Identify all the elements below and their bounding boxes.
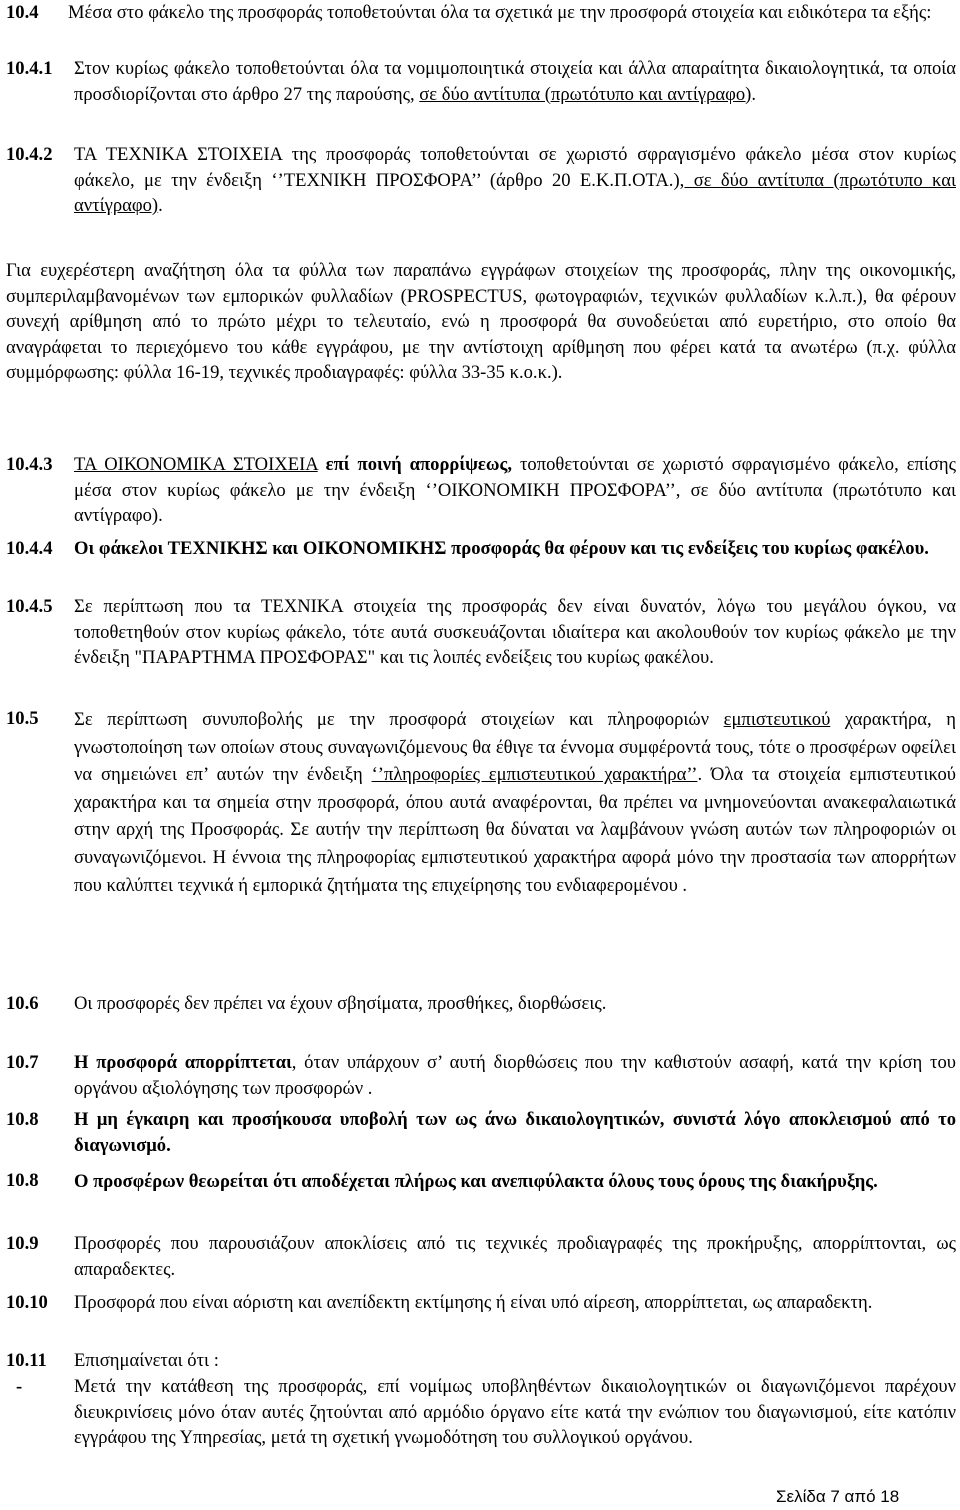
page-footer: Σελίδα 7 από 18 — [776, 1487, 900, 1506]
section-number: 10.11 — [6, 1350, 47, 1371]
section-text: Προσφορά που είναι αόριστη και ανεπίδεκτη εκτίμησης ή είναι υπό αίρεση, απορρίπτεται, ως απαραδεκτη. — [74, 1292, 873, 1313]
section-10-4-5 — [6, 594, 956, 700]
section-10-9 — [6, 1231, 956, 1285]
section-number: 10.10 — [6, 1292, 48, 1313]
section-text: Οι φάκελοι ΤΕΧΝΙΚΗΣ και ΟΙΚΟΝΟΜΙΚΗΣ προσφοράς θα φέρουν και τις ενδείξεις του κυρίως φακέλου. — [74, 538, 929, 559]
bullet-dash: - — [16, 1376, 23, 1397]
section-number: 10.4.5 — [6, 596, 53, 617]
bullet-text: Μετά την κατάθεση της προσφοράς, επί νομίμως υποβληθέντων δικαιολογητικών οι διαγωνιζόμενοι παρέχουν διευκρινίσεις μόνο όταν αυτές ζητούνται από αρμόδιο όργανο είτε κατά την ενώπιον του διαγωνισμού, είτε κατόπιν εγγράφου της Υπηρεσίας, μετά τη σχετική γνωμοδότηση του συλλογικού οργάνου. — [74, 1376, 956, 1449]
section-10-4-4 — [6, 536, 956, 590]
section-text: Επισημαίνεται ότι : — [74, 1350, 219, 1371]
section-10-4-2 — [6, 142, 956, 220]
section-10-8-b — [6, 1168, 956, 1224]
section-text: Στον κυρίως φάκελο τοποθετούνται όλα τα νομιμοποιητικά στοιχεία και άλλα απαραίτητα δικαιολογητικά, τα οποία προσδιορίζονται στο άρθρο 27 της παρούσης, σε δύο αντίτυπα (πρωτότυπο και αντίγραφο). — [74, 58, 956, 105]
section-text: Σε περίπτωση συνυποβολής με την προσφορά στοιχείων και πληροφοριών εμπιστευτικού χαρακτήρα, η γνωστοποίηση των οποίων στους συναγωνιζόμενους θα έθιγε τα έννομα συμφέροντά τους, τότε ο προσφέρων οφείλει να σημειώνει επ’ αυτών την ένδειξη ‘’πληροφορίες εμπιστευτικού χαρακτήρα’’. Όλα τα στοιχεία εμπιστευτικού χαρακτήρα και τα σημεία στην προσφορά, όπου αυτά αναφέρονται, θα πρέπει να μνημονεύονται ανακεφαλαιωτικά στην αρχή της Προσφοράς. Σε αυτήν την περίπτωση θα δύναται να λαμβάνουν γνώση αυτών των πληροφοριών οι συναγωνιζόμενοι. Η έννοια της πληροφορίας εμπιστευτικού χαρακτήρα αφορά μόνο την προστασία των απορρήτων που καλύπτει τεχνικά ή εμπορικά ζητήματα της επιχείρησης του ενδιαφερομένου . — [74, 709, 956, 896]
section-text: Η προσφορά απορρίπτεται, όταν υπάρχουν σ’ αυτή διορθώσεις που την καθιστούν ασαφή, κατά την κρίση του οργάνου αξιολόγησης των προσφορών . — [74, 1052, 956, 1099]
section-text: Προσφορές που παρουσιάζουν αποκλίσεις από τις τεχνικές προδιαγραφές της προκήρυξης, απορρίπτονται, ως απαραδεκτες. — [74, 1233, 956, 1280]
section-number: 10.8 — [6, 1170, 39, 1191]
indexing-paragraph: Για ευχερέστερη αναζήτηση όλα τα φύλλα των παραπάνω εγγράφων στοιχείων της προσφοράς, πλην της οικονομικής, συμπεριλαμβανομένων των εμπορικών φυλλαδίων (PROSPECTUS, φωτογραφιών, τεχνικών φυλλαδίων κ.λ.π.), θα φέρουν συνεχή αρίθμηση από το πρώτο μέχρι το τελευταίο, ενώ η προσφορά θα συνοδεύεται από ευρετήριο, στο οποίο θα αναγράφεται το περιεχόμενο του κάθε εγγράφου, με την αντίστοιχη αρίθμηση που φέρει κατά τα ανωτέρω (π.χ. φύλλα συμμόρφωσης: φύλλα 16-19, τεχνικές προδιαγραφές: φύλλα 33-35 κ.ο.κ.). — [6, 260, 956, 384]
section-number: 10.9 — [6, 1233, 39, 1254]
section-10-6 — [6, 991, 956, 1019]
section-number: 10.8 — [6, 1109, 39, 1130]
section-10-8-a — [6, 1107, 956, 1161]
section-number: 10.7 — [6, 1052, 39, 1073]
section-number: 10.4.3 — [6, 454, 53, 475]
section-text: Η μη έγκαιρη και προσήκουσα υποβολή των ως άνω δικαιολογητικών, συνιστά λόγο αποκλεισμού από το διαγωνισμό. — [74, 1109, 956, 1156]
section-10-4-1 — [6, 56, 956, 134]
section-number: 10.6 — [6, 993, 39, 1014]
bullet-item — [6, 1374, 956, 1480]
section-10-4 — [6, 0, 956, 52]
section-10-7 — [6, 1050, 956, 1104]
section-number: 10.4 — [6, 2, 39, 23]
section-text: ΤΑ ΟΙΚΟΝΟΜΙΚΑ ΣΤΟΙΧΕΙΑ επί ποινή απορρίψεως, τοποθετούνται σε χωριστό σφραγισμένο φάκελο, επίσης μέσα στον κυρίως φάκελο με την ένδειξη ‘’ΟΙΚΟΝΟΜΙΚΗ ΠΡΟΣΦΟΡΑ’’, σε δύο αντίτυπα (πρωτότυπο και αντίγραφο). — [74, 454, 956, 527]
section-number: 10.4.1 — [6, 58, 53, 79]
section-number: 10.5 — [6, 708, 39, 729]
section-text: Ο προσφέρων θεωρείται ότι αποδέχεται πλήρως και ανεπιφύλακτα όλους τους όρους της διακήρυξης. — [74, 1171, 878, 1192]
section-text: ΤΑ ΤΕΧΝΙΚΑ ΣΤΟΙΧΕΙΑ της προσφοράς τοποθετούνται σε χωριστό σφραγισμένο φάκελο μέσα στον κυρίως φάκελο, με την ένδειξη ‘’ΤΕΧΝΙΚΗ ΠΡΟΣΦΟΡΑ’’ (άρθρο 20 Ε.Κ.Π.ΟΤΑ.), σε δύο αντίτυπα (πρωτότυπο και αντίγραφο). — [74, 144, 956, 217]
section-10-11 — [6, 1348, 956, 1376]
section-10-10 — [6, 1290, 956, 1344]
section-10-5 — [6, 706, 956, 946]
section-number: 10.4.4 — [6, 538, 53, 559]
section-text: Σε περίπτωση που τα ΤΕΧΝΙΚΑ στοιχεία της προσφοράς δεν είναι δυνατόν, λόγω του μεγάλου όγκου, να τοποθετηθούν στον κυρίως φάκελο, τότε αυτά συσκευάζονται ιδιαίτερα και ακολουθούν τον κυρίως φάκελο με την ένδειξη "ΠΑΡΑΡΤΗΜΑ ΠΡΟΣΦΟΡΑΣ" και τις λοιπές ενδείξεις του κυρίως φακέλου. — [74, 596, 956, 669]
section-number: 10.4.2 — [6, 144, 53, 165]
section-10-4-3 — [6, 452, 956, 532]
section-text: Μέσα στο φάκελο της προσφοράς τοποθετούνται όλα τα σχετικά με την προσφορά στοιχεία και ειδικότερα τα εξής: — [68, 2, 932, 23]
section-text: Οι προσφορές δεν πρέπει να έχουν σβησίματα, προσθήκες, διορθώσεις. — [74, 993, 607, 1014]
